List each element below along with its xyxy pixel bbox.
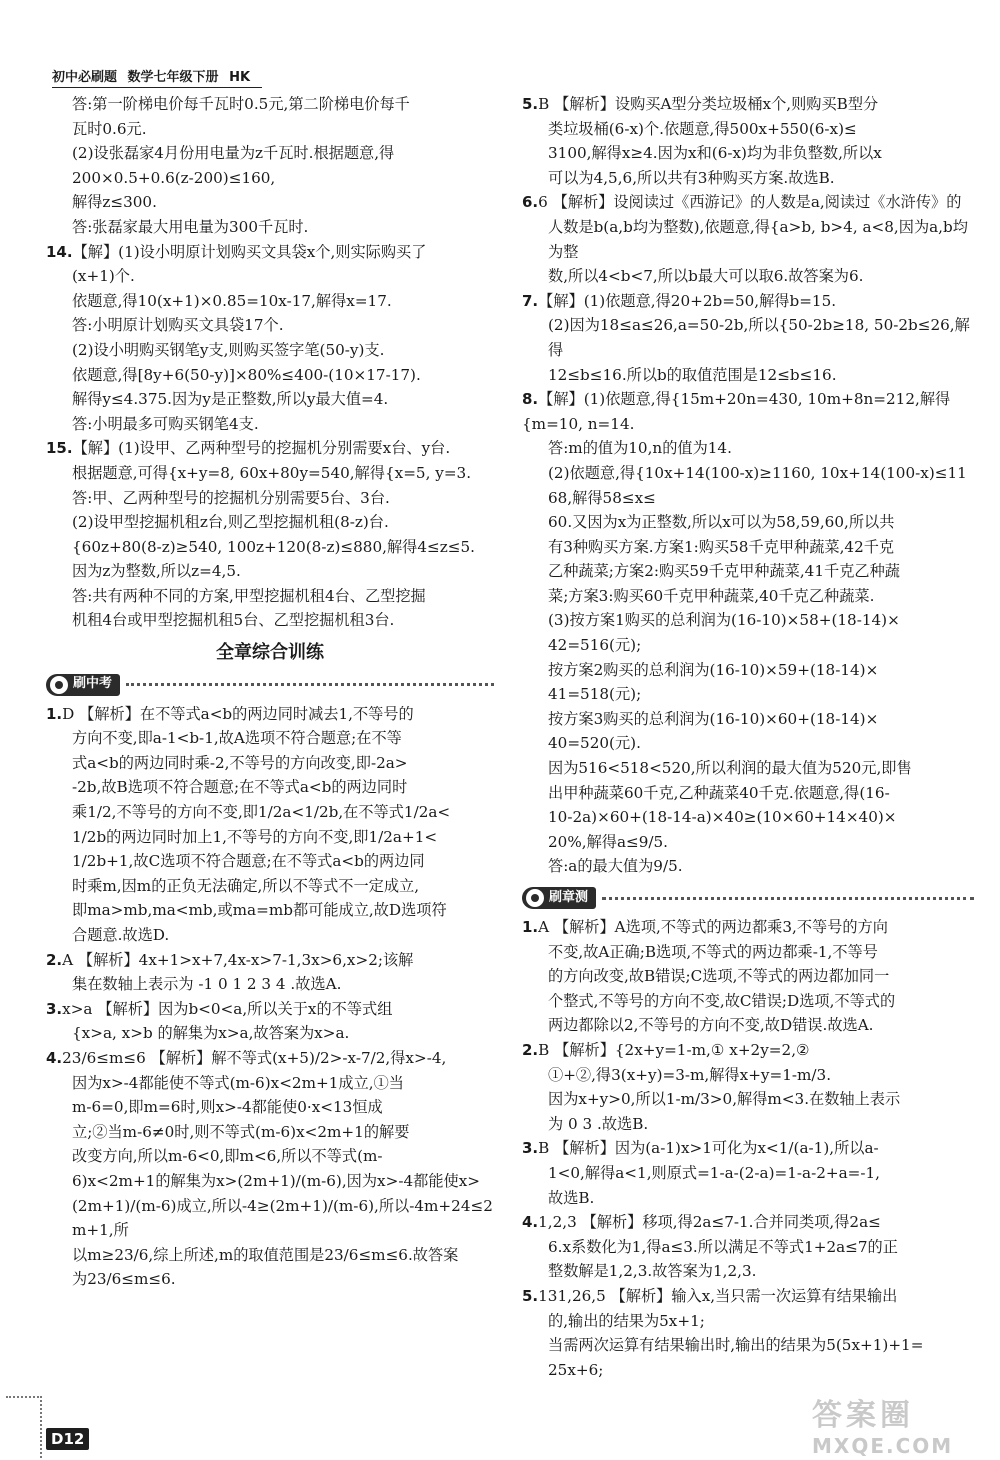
answer-text: 人数是b(a,b均为整数),依题意,得{a>b, b>4, a<8,因为a,b均为整 bbox=[548, 217, 968, 261]
tag-zhongkao bbox=[46, 672, 494, 698]
answer-line bbox=[522, 289, 974, 314]
answer-text: 类垃圾桶(6-x)个.依题意,得500x+550(6-x)≤ bbox=[548, 119, 857, 138]
answer-text: (2)设小明购买钢笔y支,则购买签字笔(50-y)支. bbox=[72, 340, 385, 359]
answer-line bbox=[46, 1243, 494, 1268]
answer-text: 【解】(1)设甲、乙两种型号的挖掘机分别需要x台、y台. bbox=[72, 439, 451, 458]
answer-line bbox=[46, 387, 494, 412]
answer-text: 1/2b的两边同时加上1,不等号的方向不变,即1/2a+1< bbox=[72, 827, 438, 846]
question-number: 4. bbox=[522, 1213, 539, 1232]
answer-line bbox=[46, 1194, 494, 1243]
answer-line bbox=[46, 141, 494, 166]
question-number: 7. bbox=[522, 291, 539, 310]
answer-text: 【解】(1)设小明原计划购买文具袋x个,则实际购买了 bbox=[72, 242, 427, 261]
answer-text: 以m≥23/6,综上所述,m的取值范围是23/6≤m≤6.故答案 bbox=[72, 1245, 459, 1264]
answer-text: 故选B. bbox=[548, 1188, 595, 1207]
answer-text: 解得z≤300. bbox=[72, 193, 157, 212]
answer-text: 1<0,解得a<1,则原式=1-a-(2-a)=1-a-2+a=-1, bbox=[548, 1163, 880, 1182]
question-number: 8. bbox=[522, 390, 539, 409]
answer-text: 10-2a)×60+(18-14-a)×40≥(10×60+14×40)× bbox=[548, 808, 897, 827]
answer-text: 集在数轴上表示为 -1 0 1 2 3 4 .故选A. bbox=[72, 975, 342, 994]
answer-line bbox=[46, 1071, 494, 1096]
question-number: 1. bbox=[46, 704, 63, 723]
answer-line bbox=[522, 682, 974, 707]
answer-line bbox=[522, 915, 974, 940]
answer-line bbox=[46, 726, 494, 751]
answer-text: 200×0.5+0.6(z-200)≤160, bbox=[72, 168, 276, 187]
answer-text: 按方案2购买的总利润为(16-10)×59+(18-14)× bbox=[548, 660, 879, 679]
answer-text: 23/6≤m≤6 【解析】解不等式(x+5)/2>-x-7/2,得x>-4, bbox=[62, 1048, 447, 1067]
question-number: 3. bbox=[522, 1139, 539, 1158]
answer-line bbox=[522, 584, 974, 609]
answer-line bbox=[522, 1210, 974, 1235]
answer-text: 因为z为整数,所以z=4,5. bbox=[72, 562, 241, 581]
answer-text: 的,输出的结果为5x+1; bbox=[548, 1311, 705, 1330]
answer-line bbox=[46, 584, 494, 609]
answer-line bbox=[46, 461, 494, 486]
section-title: 全章综合训练 bbox=[216, 642, 324, 664]
header-edition: HK bbox=[229, 70, 251, 85]
answer-line bbox=[46, 608, 494, 633]
answer-text: 1,2,3 【解析】移项,得2a≤7-1.合并同类项,得2a≤ bbox=[538, 1213, 881, 1232]
answer-line bbox=[522, 1112, 974, 1137]
right-answers-bottom bbox=[522, 915, 974, 1382]
page-header bbox=[52, 66, 262, 88]
answer-line bbox=[522, 1038, 974, 1063]
answer-line bbox=[522, 1013, 974, 1038]
answer-text: {x>a, x>b 的解集为x>a,故答案为x>a. bbox=[72, 1024, 350, 1043]
question-number: 6. bbox=[522, 193, 539, 212]
answer-text: 6 【解析】设阅读过《西游记》的人数是a,阅读过《水浒传》的 bbox=[538, 193, 962, 212]
answer-line bbox=[522, 658, 974, 683]
answer-line bbox=[46, 800, 494, 825]
answer-line bbox=[46, 215, 494, 240]
answer-text: 因为x+y>0,所以1-m/3>0,解得m<3.在数轴上表示 bbox=[548, 1090, 901, 1109]
answer-line bbox=[522, 756, 974, 781]
answer-line bbox=[522, 313, 974, 362]
answer-text: 根据题意,可得{x+y=8, 60x+80y=540,解得{x=5, y=3. bbox=[72, 463, 472, 482]
answer-text: 答:m的值为10,n的值为14. bbox=[548, 439, 732, 458]
answer-line bbox=[46, 751, 494, 776]
answer-text: 瓦时0.6元. bbox=[72, 119, 147, 138]
answer-line bbox=[522, 535, 974, 560]
answer-text: 12≤b≤16.所以b的取值范围是12≤b≤16. bbox=[548, 365, 837, 384]
answer-line bbox=[522, 559, 974, 584]
brush-icon bbox=[526, 889, 544, 907]
answer-line bbox=[46, 559, 494, 584]
tag-zhangce-label: 刷章测 bbox=[549, 889, 589, 905]
answer-line bbox=[46, 874, 494, 899]
answer-text: 41=518(元); bbox=[548, 685, 642, 704]
question-number: 5. bbox=[522, 1286, 539, 1305]
answer-text: 解得y≤4.375.因为y是正整数,所以y最大值=4. bbox=[72, 390, 389, 409]
answer-text: 因为516<518<520,所以利润的最大值为520元,即售 bbox=[548, 759, 912, 778]
answer-line bbox=[46, 775, 494, 800]
answer-line bbox=[522, 510, 974, 535]
answer-line bbox=[522, 964, 974, 989]
question-number: 14. bbox=[46, 242, 73, 261]
answer-line bbox=[522, 940, 974, 965]
left-answers-bottom bbox=[46, 702, 494, 1292]
question-number: 15. bbox=[46, 439, 73, 458]
answer-line bbox=[46, 289, 494, 314]
answer-line bbox=[46, 166, 494, 191]
answer-line bbox=[522, 166, 974, 191]
watermark bbox=[812, 1390, 982, 1458]
answer-line bbox=[522, 1161, 974, 1186]
question-number: 3. bbox=[46, 999, 63, 1018]
answer-line bbox=[46, 948, 494, 973]
answer-text: x>a 【解析】因为b<0<a,所以关于x的不等式组 bbox=[62, 999, 393, 1018]
answer-line bbox=[522, 461, 974, 510]
answer-text: 1/2b+1,故C选项不符合题意;在不等式a<b的两边同 bbox=[72, 852, 425, 871]
answer-text: 当需两次运算有结果输出时,输出的结果为5(5x+1)+1= bbox=[548, 1336, 924, 1355]
answer-line bbox=[522, 1235, 974, 1260]
answer-line bbox=[46, 1267, 494, 1292]
answer-line bbox=[522, 781, 974, 806]
answer-text: (3)按方案1购买的总利润为(16-10)×58+(18-14)× bbox=[548, 611, 900, 630]
answer-line bbox=[46, 1169, 494, 1194]
answer-text: (2m+1)/(m-6)成立,所以-4≥(2m+1)/(m-6),所以-4m+24≤2m+1,所 bbox=[72, 1196, 493, 1240]
answer-line bbox=[522, 608, 974, 633]
answer-text: 依题意,得10(x+1)×0.85=10x-17,解得x=17. bbox=[72, 291, 392, 310]
watermark-url: MXQE.COM bbox=[812, 1434, 954, 1458]
answer-line bbox=[46, 825, 494, 850]
answer-text: 不变,故A正确;B选项,不等式的两边都乘-1,不等号 bbox=[548, 942, 878, 961]
answer-line bbox=[46, 117, 494, 142]
answer-text: B 【解析】设购买A型分类垃圾桶x个,则购买B型分 bbox=[538, 95, 879, 113]
answer-line bbox=[46, 510, 494, 535]
answer-text: 答:张磊家最大用电量为300千瓦时. bbox=[72, 217, 309, 236]
answer-line bbox=[522, 1309, 974, 1334]
answer-line bbox=[522, 363, 974, 388]
answer-text: 60.又因为x为正整数,所以x可以为58,59,60,所以共 bbox=[548, 513, 895, 532]
question-number: 2. bbox=[522, 1040, 539, 1059]
tag-zhongkao-label: 刷中考 bbox=[73, 676, 113, 692]
answer-text: 【解】(1)依题意,得{15m+20n=430, 10m+8n=212,解得{m=10, n=14. bbox=[522, 390, 951, 433]
page-corner-dots bbox=[6, 1396, 42, 1458]
answer-line bbox=[522, 117, 974, 142]
answer-line bbox=[522, 264, 974, 289]
answer-text: 整数解是1,2,3.故答案为1,2,3. bbox=[548, 1262, 757, 1281]
answer-line bbox=[46, 1095, 494, 1120]
answer-text: 菜;方案3:购买60千克甲种蔬菜,40千克乙种蔬菜. bbox=[548, 586, 875, 605]
answer-text: m-6=0,即m=6时,则x>-4都能使0·x<13恒成 bbox=[72, 1098, 383, 1117]
question-number: 5. bbox=[522, 95, 539, 113]
answer-text: 改变方向,所以m-6<0,即m<6,所以不等式(m- bbox=[72, 1147, 383, 1166]
left-column bbox=[46, 92, 494, 1292]
answer-text: 答:共有两种不同的方案,甲型挖掘机租4台、乙型挖掘 bbox=[72, 586, 426, 605]
answer-text: 答:a的最大值为9/5. bbox=[548, 857, 683, 876]
answer-text: 合题意.故选D. bbox=[72, 926, 170, 944]
answer-text: 【解】(1)依题意,得20+2b=50,解得b=15. bbox=[538, 291, 837, 310]
answer-text: -2b,故B选项不符合题意;在不等式a<b的两边同时 bbox=[72, 778, 408, 797]
page-number: D12 bbox=[46, 1428, 89, 1450]
answer-text: B 【解析】因为(a-1)x>1可化为x<1/(a-1),所以a- bbox=[538, 1139, 879, 1158]
answer-text: 时乘m,因m的正负无法确定,所以不等式不一定成立, bbox=[72, 876, 420, 895]
answer-line bbox=[522, 1186, 974, 1211]
answer-text: 因为x>-4都能使不等式(m-6)x<2m+1成立,①当 bbox=[72, 1073, 404, 1092]
answer-text: 3100,解得x≥4.因为x和(6-x)均为非负整数,所以x bbox=[548, 144, 882, 163]
answer-text: 可以为4,5,6,所以共有3种购买方案.故选B. bbox=[548, 168, 835, 187]
answer-line bbox=[522, 854, 974, 879]
answer-line bbox=[522, 141, 974, 166]
answer-text: 乘1/2,不等号的方向不变,即1/2a<1/2b,在不等式1/2a< bbox=[72, 803, 451, 822]
question-number: 1. bbox=[522, 918, 539, 936]
answer-text: 6.x系数化为1,得a≤3.所以满足不等式1+2a≤7的正 bbox=[548, 1237, 898, 1256]
answer-line bbox=[522, 989, 974, 1014]
answer-text: (2)因为18≤a≤26,a=50-2b,所以{50-2b≥18, 50-2b≤26,解得 bbox=[548, 316, 970, 359]
answer-line bbox=[46, 92, 494, 117]
answer-text: 的方向改变,故B错误;C选项,不等式的两边都加同一 bbox=[548, 967, 890, 986]
answer-line bbox=[46, 1120, 494, 1145]
answer-line bbox=[46, 436, 494, 461]
answer-text: B 【解析】{2x+y=1-m,① x+2y=2,② bbox=[538, 1040, 810, 1059]
answer-line bbox=[46, 240, 494, 265]
answer-text: 式a<b的两边同时乘-2,不等号的方向改变,即-2a> bbox=[72, 753, 408, 772]
answer-line bbox=[522, 387, 974, 436]
answer-line bbox=[46, 313, 494, 338]
answer-text: 依题意,得[8y+6(50-y)]×80%≤400-(10×17-17). bbox=[72, 365, 421, 384]
answer-text: 40=520(元). bbox=[548, 734, 641, 753]
answer-text: 出甲种蔬菜60千克,乙种蔬菜40千克.依题意,得(16- bbox=[548, 783, 890, 802]
answer-text: 两边都除以2,不等号的方向不变,故D错误.故选A. bbox=[548, 1016, 874, 1035]
answer-line bbox=[46, 997, 494, 1022]
answer-line bbox=[46, 923, 494, 948]
answer-line bbox=[522, 1136, 974, 1161]
answer-text: (2)依题意,得{10x+14(100-x)≥1160, 10x+14(100-x)≤1168,解得58≤x≤ bbox=[548, 463, 967, 507]
answer-text: A 【解析】A选项,不等式的两边都乘3,不等号的方向 bbox=[538, 918, 888, 936]
answer-text: 答:甲、乙两种型号的挖掘机分别需要5台、3台. bbox=[72, 488, 390, 507]
answer-line bbox=[522, 731, 974, 756]
answer-text: 20%,解得a≤9/5. bbox=[548, 832, 669, 851]
brush-icon bbox=[50, 676, 68, 694]
answer-text: 42=516(元); bbox=[548, 636, 642, 655]
answer-line bbox=[46, 363, 494, 388]
answer-text: 答:小明原计划购买文具袋17个. bbox=[72, 316, 284, 335]
question-number: 4. bbox=[46, 1048, 63, 1067]
answer-line bbox=[522, 1063, 974, 1088]
header-brand: 初中必刷题 bbox=[52, 70, 118, 85]
answer-text: (2)设甲型挖掘机租z台,则乙型挖掘机租(8-z)台. bbox=[72, 513, 389, 532]
answer-text: D 【解析】在不等式a<b的两边同时减去1,不等号的 bbox=[62, 704, 414, 723]
answer-text: 乙种蔬菜;方案2:购买59千克甲种蔬菜,41千克乙种蔬 bbox=[548, 562, 900, 581]
right-column bbox=[522, 92, 974, 1382]
answer-line bbox=[46, 1021, 494, 1046]
answer-line bbox=[522, 633, 974, 658]
answer-text: 立;②当m-6≠0时,则不等式(m-6)x<2m+1的解要 bbox=[72, 1122, 410, 1141]
answer-line bbox=[522, 830, 974, 855]
tag-zhangce bbox=[522, 885, 974, 911]
answer-text: 25x+6; bbox=[548, 1360, 604, 1379]
answer-line bbox=[522, 436, 974, 461]
answer-line bbox=[522, 707, 974, 732]
answer-text: 有3种购买方案.方案1:购买58千克甲种蔬菜,42千克 bbox=[548, 537, 895, 556]
answer-text: 即ma>mb,ma<mb,或ma=mb都可能成立,故D选项符 bbox=[72, 901, 447, 920]
answer-text: 6)x<2m+1的解集为x>(2m+1)/(m-6),因为x>-4都能使x> bbox=[72, 1171, 480, 1190]
answer-line bbox=[522, 805, 974, 830]
answer-line bbox=[46, 535, 494, 560]
answer-text: 答:第一阶梯电价每千瓦时0.5元,第二阶梯电价每千 bbox=[72, 95, 410, 113]
answer-line bbox=[46, 190, 494, 215]
answer-line bbox=[522, 1284, 974, 1309]
answer-line bbox=[522, 190, 974, 215]
right-answers-top bbox=[522, 92, 974, 879]
answer-line bbox=[522, 1087, 974, 1112]
header-subject: 数学七年级下册 bbox=[127, 70, 219, 85]
dotted-divider bbox=[602, 897, 974, 900]
answer-text: 答:小明最多可购买钢笔4支. bbox=[72, 414, 259, 433]
watermark-logo-text: 答案圈 bbox=[812, 1398, 914, 1433]
question-number: 2. bbox=[46, 950, 63, 969]
answer-text: 按方案3购买的总利润为(16-10)×60+(18-14)× bbox=[548, 709, 879, 728]
answer-text: (2)设张磊家4月份用电量为z千瓦时.根据题意,得 bbox=[72, 144, 395, 163]
left-answers-top bbox=[46, 92, 494, 633]
answer-text: 数,所以4<b<7,所以b最大可以取6.故答案为6. bbox=[548, 267, 864, 286]
answer-line bbox=[46, 412, 494, 437]
answer-text: 个整式,不等号的方向不变,故C错误;D选项,不等式的 bbox=[548, 991, 896, 1010]
answer-line bbox=[46, 486, 494, 511]
answer-line bbox=[522, 1333, 974, 1358]
answer-text: 131,26,5 【解析】输入x,当只需一次运算有结果输出 bbox=[538, 1286, 898, 1305]
answer-line bbox=[522, 215, 974, 264]
answer-text: 为 0 3 .故选B. bbox=[548, 1114, 649, 1133]
answer-line bbox=[46, 1046, 494, 1071]
answer-line bbox=[46, 702, 494, 727]
dotted-divider bbox=[126, 683, 494, 686]
answer-line bbox=[46, 264, 494, 289]
answer-line bbox=[522, 1259, 974, 1284]
answer-line bbox=[46, 898, 494, 923]
answer-text: 方向不变,即a-1<b-1,故A选项不符合题意;在不等 bbox=[72, 729, 402, 748]
answer-text: 机租4台或甲型挖掘机租5台、乙型挖掘机租3台. bbox=[72, 611, 395, 630]
answer-text: 为23/6≤m≤6. bbox=[72, 1270, 176, 1289]
answer-text: (x+1)个. bbox=[72, 267, 135, 286]
answer-text: {60z+80(8-z)≥540, 100z+120(8-z)≤880,解得4≤z≤5. bbox=[72, 537, 475, 556]
answer-line bbox=[46, 1144, 494, 1169]
answer-line bbox=[522, 1358, 974, 1383]
answer-line bbox=[522, 92, 974, 117]
answer-text: ①+②,得3(x+y)=3-m,解得x+y=1-m/3. bbox=[548, 1065, 832, 1084]
answer-line bbox=[46, 849, 494, 874]
answer-line bbox=[46, 338, 494, 363]
answer-text: A 【解析】4x+1>x+7,4x-x>7-1,3x>6,x>2;该解 bbox=[62, 950, 414, 969]
answer-line bbox=[46, 972, 494, 997]
